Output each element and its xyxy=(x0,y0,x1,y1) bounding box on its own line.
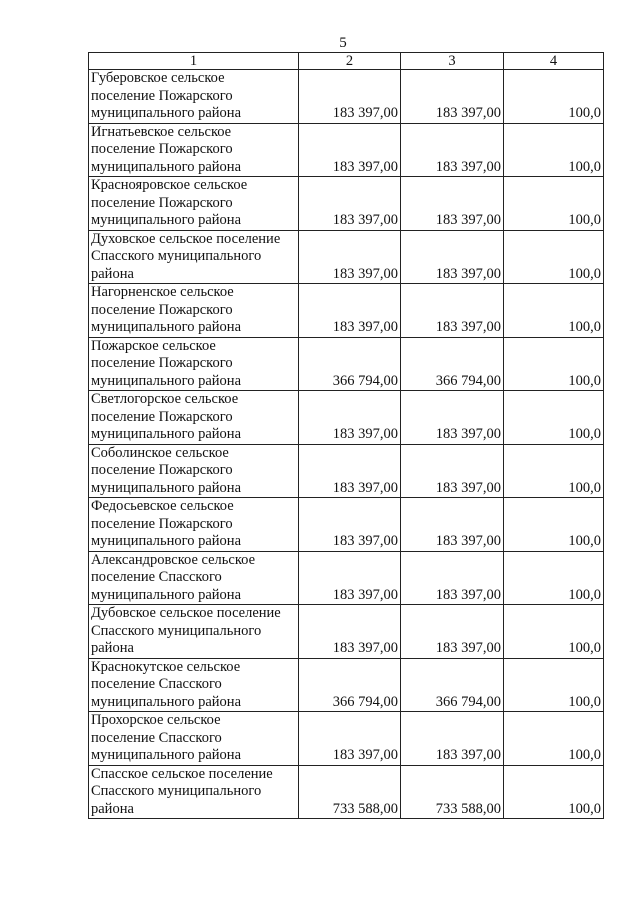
planned-amount-cell: 183 397,00 xyxy=(299,230,401,284)
planned-amount-cell: 183 397,00 xyxy=(299,444,401,498)
percent-cell: 100,0 xyxy=(504,70,604,124)
table-row xyxy=(89,391,604,445)
table-row xyxy=(89,337,604,391)
settlement-name-line: района xyxy=(91,265,134,282)
page-number: 5 xyxy=(339,35,347,51)
settlement-name-cell xyxy=(89,551,299,605)
table-row xyxy=(89,444,604,498)
table-row xyxy=(89,70,604,124)
settlement-name-line: Краснокутское сельское xyxy=(91,658,241,675)
settlement-name-line: муниципального района xyxy=(91,586,241,603)
table-row xyxy=(89,605,604,659)
settlement-name-line: Спасского муниципального xyxy=(91,248,262,264)
settlement-name-line: поселение Спасского xyxy=(91,569,222,585)
actual-amount-cell: 183 397,00 xyxy=(401,391,504,445)
settlement-name-line: Губеровское сельское xyxy=(91,70,225,86)
column-header-2: 2 xyxy=(299,53,401,70)
settlement-name-line: района xyxy=(91,640,134,656)
actual-amount-cell: 183 397,00 xyxy=(401,712,504,766)
actual-amount-cell: 183 397,00 xyxy=(401,123,504,177)
percent-cell: 100,0 xyxy=(504,551,604,605)
settlement-name-cell xyxy=(89,70,299,124)
percent-cell: 100,0 xyxy=(504,765,604,819)
settlement-name-cell xyxy=(89,337,299,391)
planned-amount-cell: 183 397,00 xyxy=(299,712,401,766)
percent-cell: 100,0 xyxy=(504,177,604,231)
table-body xyxy=(89,70,604,819)
planned-amount-cell: 183 397,00 xyxy=(299,391,401,445)
settlement-name-line: Спасского муниципального xyxy=(91,783,262,799)
planned-amount-cell: 183 397,00 xyxy=(299,498,401,552)
settlement-name-line: муниципального района xyxy=(91,372,241,389)
settlement-name-line: Спасского муниципального xyxy=(91,622,262,639)
settlement-name-line: муниципального района xyxy=(91,105,241,121)
settlement-name-line: Спасское сельское поселение xyxy=(91,765,273,782)
settlement-name-line: муниципального района xyxy=(91,319,241,335)
actual-amount-cell: 183 397,00 xyxy=(401,605,504,659)
allocation-table xyxy=(88,52,604,819)
percent-cell: 100,0 xyxy=(504,658,604,712)
planned-amount-cell: 183 397,00 xyxy=(299,551,401,605)
settlement-name-line: муниципального района xyxy=(91,212,241,228)
column-header-1: 1 xyxy=(89,53,299,70)
actual-amount-cell: 183 397,00 xyxy=(401,70,504,124)
planned-amount-cell: 183 397,00 xyxy=(299,123,401,177)
settlement-name-line: Игнатьевское сельское xyxy=(91,123,232,140)
settlement-name-line: муниципального района xyxy=(91,747,241,763)
settlement-name-line: Духовское сельское поселение xyxy=(91,230,281,247)
settlement-name-cell xyxy=(89,391,299,445)
actual-amount-cell: 183 397,00 xyxy=(401,498,504,552)
settlement-name-cell xyxy=(89,658,299,712)
settlement-name-line: поселение Пожарского xyxy=(91,194,233,211)
settlement-name-line: поселение Пожарского xyxy=(91,87,233,104)
planned-amount-cell: 733 588,00 xyxy=(299,765,401,819)
settlement-name-line: поселение Спасского xyxy=(91,676,222,692)
settlement-name-line: поселение Спасского xyxy=(91,729,222,746)
table-row xyxy=(89,658,604,712)
actual-amount-cell: 366 794,00 xyxy=(401,658,504,712)
percent-cell: 100,0 xyxy=(504,391,604,445)
settlement-name-cell xyxy=(89,605,299,659)
settlement-name-line: Светлогорское сельское xyxy=(91,391,239,407)
table-row xyxy=(89,551,604,605)
percent-cell: 100,0 xyxy=(504,284,604,338)
actual-amount-cell: 366 794,00 xyxy=(401,337,504,391)
settlement-name-cell xyxy=(89,765,299,819)
table-row xyxy=(89,765,604,819)
planned-amount-cell: 183 397,00 xyxy=(299,70,401,124)
planned-amount-cell: 366 794,00 xyxy=(299,658,401,712)
table-row xyxy=(89,712,604,766)
column-header-3: 3 xyxy=(401,53,504,70)
settlement-name-line: Прохорское сельское xyxy=(91,712,221,728)
settlement-name-line: муниципального района xyxy=(91,479,241,496)
percent-cell: 100,0 xyxy=(504,712,604,766)
actual-amount-cell: 183 397,00 xyxy=(401,284,504,338)
planned-amount-cell: 366 794,00 xyxy=(299,337,401,391)
settlement-name-line: Пожарское сельское xyxy=(91,337,216,354)
settlement-name-cell xyxy=(89,444,299,498)
settlement-name-line: Соболинское сельское xyxy=(91,444,229,461)
actual-amount-cell: 183 397,00 xyxy=(401,230,504,284)
settlement-name-line: муниципального района xyxy=(91,693,241,710)
table-row xyxy=(89,177,604,231)
percent-cell: 100,0 xyxy=(504,337,604,391)
percent-cell: 100,0 xyxy=(504,498,604,552)
settlement-name-cell xyxy=(89,177,299,231)
actual-amount-cell: 733 588,00 xyxy=(401,765,504,819)
settlement-name-cell xyxy=(89,230,299,284)
settlement-name-line: Нагорненское сельское xyxy=(91,284,234,300)
settlement-name-line: Федосьевское сельское xyxy=(91,498,234,514)
settlement-name-line: поселение Пожарского xyxy=(91,355,233,371)
planned-amount-cell: 183 397,00 xyxy=(299,177,401,231)
table-header-row xyxy=(89,53,604,70)
settlement-name-cell xyxy=(89,712,299,766)
settlement-name-line: Краснояровское сельское xyxy=(91,177,248,193)
settlement-name-line: поселение Пожарского xyxy=(91,462,233,478)
settlement-name-line: поселение Пожарского xyxy=(91,408,233,425)
settlement-name-line: муниципального района xyxy=(91,533,241,549)
settlement-name-line: района xyxy=(91,800,134,817)
settlement-name-cell xyxy=(89,123,299,177)
settlement-name-cell xyxy=(89,498,299,552)
settlement-name-line: муниципального района xyxy=(91,426,241,442)
table-row xyxy=(89,498,604,552)
percent-cell: 100,0 xyxy=(504,123,604,177)
planned-amount-cell: 183 397,00 xyxy=(299,605,401,659)
percent-cell: 100,0 xyxy=(504,605,604,659)
settlement-name-line: поселение Пожарского xyxy=(91,515,233,532)
settlement-name-line: муниципального района xyxy=(91,158,241,175)
column-header-4: 4 xyxy=(504,53,604,70)
settlement-name-line: Дубовское сельское поселение xyxy=(91,605,281,621)
settlement-name-line: Александровское сельское xyxy=(91,551,256,568)
settlement-name-cell xyxy=(89,284,299,338)
percent-cell: 100,0 xyxy=(504,444,604,498)
actual-amount-cell: 183 397,00 xyxy=(401,177,504,231)
table-row xyxy=(89,123,604,177)
planned-amount-cell: 183 397,00 xyxy=(299,284,401,338)
settlement-name-line: поселение Пожарского xyxy=(91,141,233,157)
table-row xyxy=(89,230,604,284)
actual-amount-cell: 183 397,00 xyxy=(401,444,504,498)
settlement-name-line: поселение Пожарского xyxy=(91,301,233,318)
percent-cell: 100,0 xyxy=(504,230,604,284)
actual-amount-cell: 183 397,00 xyxy=(401,551,504,605)
table-row xyxy=(89,284,604,338)
